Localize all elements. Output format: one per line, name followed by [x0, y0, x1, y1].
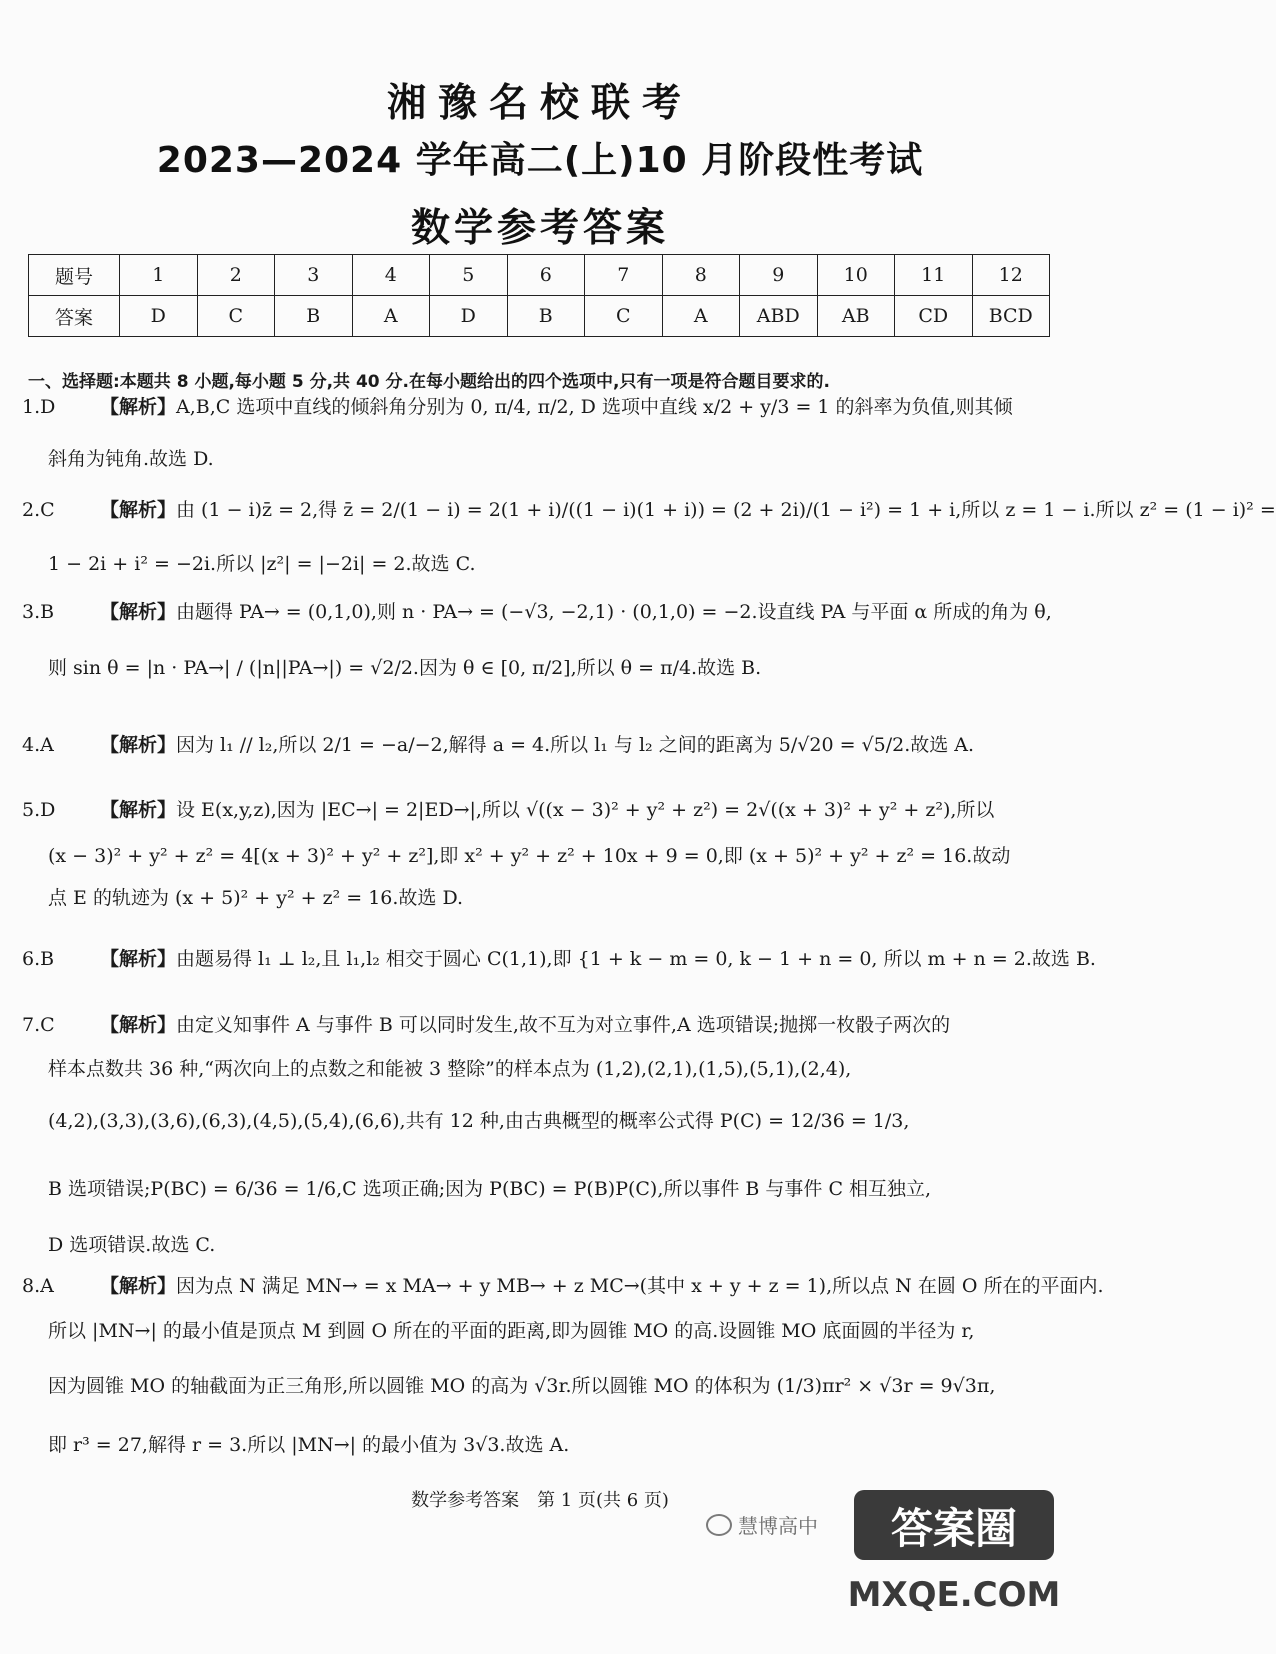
solution-line [22, 946, 1096, 972]
section-heading: 一、选择题:本题共 8 小题,每小题 5 分,共 40 分.在每小题给出的四个选项中,只有一项是符合题目要求的. [28, 372, 830, 392]
solution-line [48, 1432, 1084, 1458]
question-number: 8 [662, 255, 740, 296]
solution-line [48, 843, 1084, 869]
question-number: 10 [817, 255, 895, 296]
answer-cell: D [120, 296, 198, 337]
solution-line [48, 885, 1084, 911]
question-number: 4 [352, 255, 430, 296]
analysis-tag: 【解析】 [100, 499, 177, 521]
solution-text: 因为 l₁ // l₂,所以 2/1 = −a/−2,解得 a = 4.所以 l₁ 与 l₂ 之间的距离为 5/√20 = √5/2.故选 A. [176, 734, 975, 756]
analysis-tag: 【解析】 [100, 601, 177, 623]
answer-cell: CD [895, 296, 973, 337]
solution-line [48, 1318, 1084, 1344]
solution-text: 由题得 PA→ = (0,1,0),则 n · PA→ = (−√3, −2,1) · (0,1,0) = −2.设直线 PA 与平面 α 所成的角为 θ, [176, 601, 1052, 623]
answer-cell: C [585, 296, 663, 337]
row-label: 题号 [29, 255, 120, 296]
solution-text: D 选项错误.故选 C. [48, 1234, 216, 1256]
solution-text: (x − 3)² + y² + z² = 4[(x + 3)² + y² + z²],即 x² + y² + z² + 10x + 9 = 0,即 (x + 5)² + y² + z² = 16.故动 [48, 845, 1011, 867]
solution-line [48, 1108, 1084, 1134]
answer-cell: C [197, 296, 275, 337]
solution-text: 样本点数共 36 种,“两次向上的点数之和能被 3 整除”的样本点为 (1,2),(2,1),(1,5),(5,1),(2,4), [48, 1058, 852, 1080]
solution-line [22, 497, 1276, 523]
analysis-tag: 【解析】 [100, 396, 177, 418]
question-label: 3.B [22, 601, 55, 623]
question-number: 1 [120, 255, 198, 296]
solution-line [22, 732, 1058, 758]
answer-row [29, 296, 1050, 337]
exam-org-title: 湘豫名校联考 [386, 81, 693, 126]
answer-table [28, 254, 1050, 337]
solution-line [48, 446, 1084, 472]
solution-line [48, 1176, 1084, 1202]
solution-text: 由题易得 l₁ ⊥ l₂,且 l₁,l₂ 相交于圆心 C(1,1),即 {1 + k − m = 0, k − 1 + n = 0, 所以 m + n = 2.故选 B. [176, 948, 1096, 970]
solution-line [48, 551, 1084, 577]
solution-line [22, 599, 1058, 625]
wechat-watermark [706, 1510, 818, 1539]
answer-cell: A [662, 296, 740, 337]
logo-graphic [847, 1478, 1061, 1628]
answer-cell: BCD [972, 296, 1050, 337]
answer-cell: B [507, 296, 585, 337]
solution-line [22, 394, 1058, 420]
solution-line [22, 1012, 1058, 1038]
question-label: 1.D [22, 396, 56, 418]
answer-cell: B [275, 296, 353, 337]
solution-line [22, 797, 1058, 823]
solution-line [22, 1273, 1104, 1299]
question-label: 5.D [22, 799, 56, 821]
answer-cell: D [430, 296, 508, 337]
row-label: 答案 [29, 296, 120, 337]
solution-text: 则 sin θ = |n · PA→| / (|n||PA→|) = √2/2.因为 θ ∈ [0, π/2],所以 θ = π/4.故选 B. [48, 657, 762, 679]
solution-text: 即 r³ = 27,解得 r = 3.所以 |MN→| 的最小值为 3√3.故选 A. [48, 1434, 570, 1456]
document-title: 数学参考答案 [410, 206, 669, 251]
question-number-row [29, 255, 1050, 296]
question-label: 6.B [22, 948, 55, 970]
question-label: 7.C [22, 1014, 55, 1036]
solution-text: (4,2),(3,3),(3,6),(6,3),(4,5),(5,4),(6,6),共有 12 种,由古典概型的概率公式得 P(C) = 12/36 = 1/3, [48, 1110, 910, 1132]
solution-text: 由 (1 − i)z̄ = 2,得 z̄ = 2/(1 − i) = 2(1 + i)/((1 − i)(1 + i)) = (2 + 2i)/(1 − i²) = 1 + i,所以 z = 1 − i.所以 z² = (1 − i)² = [176, 499, 1276, 521]
solution-line [48, 1373, 1084, 1399]
solution-text: 因为点 N 满足 MN→ = x MA→ + y MB→ + z MC→(其中 x + y + z = 1),所以点 N 在圆 O 所在的平面内. [176, 1275, 1104, 1297]
analysis-tag: 【解析】 [100, 734, 177, 756]
solution-text: 斜角为钝角.故选 D. [48, 448, 214, 470]
question-number: 7 [585, 255, 663, 296]
wechat-icon [706, 1514, 732, 1536]
solution-line [48, 1232, 1084, 1258]
question-label: 8.A [22, 1275, 54, 1297]
solution-text: A,B,C 选项中直线的倾斜角分别为 0, π/4, π/2, D 选项中直线 x/2 + y/3 = 1 的斜率为负值,则其倾 [176, 396, 1013, 418]
question-number: 3 [275, 255, 353, 296]
answer-cell: ABD [740, 296, 818, 337]
logo-top-text: 答案圈 [890, 1504, 1018, 1553]
question-number: 6 [507, 255, 585, 296]
solution-text: B 选项错误;P(BC) = 6/36 = 1/6,C 选项正确;因为 P(BC) = P(B)P(C),所以事件 B 与事件 C 相互独立, [48, 1178, 932, 1200]
solution-text: 设 E(x,y,z),因为 |EC→| = 2|ED→|,所以 √((x − 3)² + y² + z²) = 2√((x + 3)² + y² + z²),所以 [176, 799, 995, 821]
exam-title: 2023—2024 学年高二(上)10 月阶段性考试 [156, 140, 924, 181]
logo-bottom-text: MXQE.COM [847, 1575, 1061, 1615]
answer-cell: AB [817, 296, 895, 337]
site-logo [847, 1478, 1061, 1628]
question-number: 9 [740, 255, 818, 296]
analysis-tag: 【解析】 [100, 799, 177, 821]
solution-text: 点 E 的轨迹为 (x + 5)² + y² + z² = 16.故选 D. [48, 887, 464, 909]
analysis-tag: 【解析】 [100, 1014, 177, 1036]
page-footer: 数学参考答案 第 1 页(共 6 页) [411, 1490, 669, 1511]
question-label: 4.A [22, 734, 54, 756]
solution-line [48, 655, 1084, 681]
answer-cell: A [352, 296, 430, 337]
solution-text: 1 − 2i + i² = −2i.所以 |z²| = |−2i| = 2.故选 C. [48, 553, 476, 575]
analysis-tag: 【解析】 [100, 948, 177, 970]
solution-text: 所以 |MN→| 的最小值是顶点 M 到圆 O 所在的平面的距离,即为圆锥 MO 的高.设圆锥 MO 底面圆的半径为 r, [48, 1320, 975, 1342]
analysis-tag: 【解析】 [100, 1275, 177, 1297]
question-number: 11 [895, 255, 973, 296]
solution-line [48, 1056, 1084, 1082]
solution-text: 因为圆锥 MO 的轴截面为正三角形,所以圆锥 MO 的高为 √3r.所以圆锥 MO 的体积为 (1/3)πr² × √3r = 9√3π, [48, 1375, 996, 1397]
question-number: 5 [430, 255, 508, 296]
solution-text: 由定义知事件 A 与事件 B 可以同时发生,故不互为对立事件,A 选项错误;抛掷一枚骰子两次的 [176, 1014, 951, 1036]
question-label: 2.C [22, 499, 55, 521]
question-number: 12 [972, 255, 1050, 296]
question-number: 2 [197, 255, 275, 296]
watermark-text: 慧博高中 [738, 1514, 818, 1538]
